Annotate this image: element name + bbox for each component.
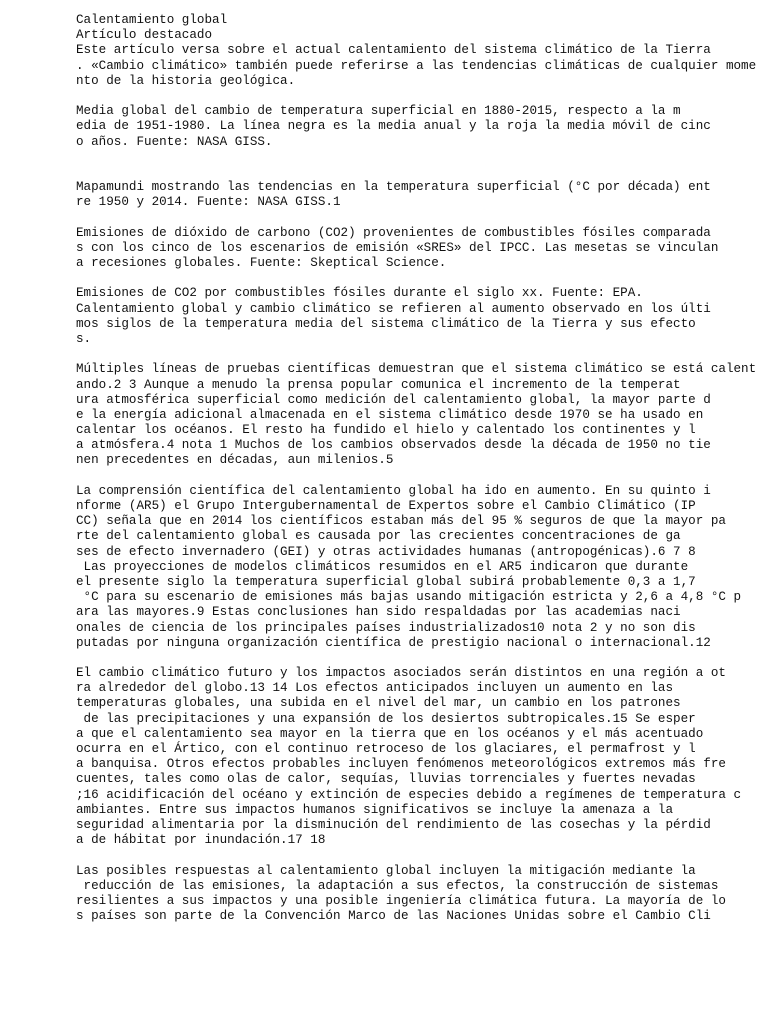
- text-line: ambiantes. Entre sus impactos humanos significativos se incluye la amenaza a la: [76, 802, 674, 817]
- text-line: a atmósfera.4 nota 1 Muchos de los cambios observados desde la década de 1950 no tie: [76, 438, 711, 453]
- text-line: Este artículo versa sobre el actual calentamiento del sistema climático de la Tierra: [76, 43, 711, 58]
- text-line: re 1950 y 2014. Fuente: NASA GISS.1: [76, 195, 341, 210]
- paragraph-gap: [76, 469, 766, 484]
- text-line: a que el calentamiento sea mayor en la tierra que en los océanos y el más acentuado: [76, 726, 704, 741]
- paragraph-gap: [76, 848, 766, 863]
- text-line: nen precedentes en décadas, aun milenios.5: [76, 453, 394, 468]
- text-line: Las proyecciones de modelos climáticos resumidos en el AR5 indicaron que durante: [76, 559, 689, 574]
- paragraph: [76, 864, 766, 925]
- text-line: Media global del cambio de temperatura superficial en 1880-2015, respecto a la m: [76, 104, 681, 119]
- paragraph: [76, 484, 766, 651]
- text-line: La comprensión científica del calentamiento global ha ido en aumento. En su quinto i: [76, 483, 711, 498]
- text-line: Múltiples líneas de pruebas científicas demuestran que el sistema climático se está calent: [76, 362, 757, 377]
- text-line: Calentamiento global y cambio climático se refieren al aumento observado en los últi: [76, 301, 711, 316]
- paragraph-gap: [76, 150, 766, 165]
- text-line: El cambio climático futuro y los impactos asociados serán distintos en una región a ot: [76, 666, 726, 681]
- paragraph: [76, 13, 766, 89]
- text-line: a recesiones globales. Fuente: Skeptical Science.: [76, 256, 447, 270]
- text-line: mos siglos de la temperatura media del sistema climático de la Tierra y sus efecto: [76, 316, 696, 331]
- text-line: temperaturas globales, una subida en el nivel del mar, un cambio en los patrones: [76, 696, 681, 711]
- text-line: °C para su escenario de emisiones más bajas usando mitigación estricta y 2,6 a 4,8 °C p: [76, 590, 742, 605]
- paragraph-gap: [76, 89, 766, 104]
- text-line: a banquisa. Otros efectos probables incluyen fenómenos meteorológicos extremos más fre: [76, 757, 726, 772]
- text-line: e la energía adicional almacenada en el sistema climático desde 1970 se ha usado en: [76, 407, 704, 422]
- text-line: nto de la historia geológica.: [76, 73, 296, 88]
- text-line: Emisiones de dióxido de carbono (CO2) provenientes de combustibles fósiles comparada: [76, 225, 711, 240]
- text-line: ra alrededor del globo.13 14 Los efectos anticipados incluyen un aumento en las: [76, 681, 674, 696]
- text-line: resilientes a sus impactos y una posible ingeniería climática futura. La mayoría de lo: [76, 893, 726, 908]
- text-line: . «Cambio climático» también puede referirse a las tendencias climáticas de cualquier mome: [76, 58, 757, 73]
- text-line: putadas por ninguna organización científica de prestigio nacional o internacional.12: [76, 635, 711, 650]
- text-line: ando.2 3 Aunque a menudo la prensa popular comunica el incremento de la temperat: [76, 377, 681, 392]
- text-line: s con los cinco de los escenarios de emisión «SRES» del IPCC. Las mesetas se vinculan: [76, 240, 719, 255]
- text-line: edia de 1951-1980. La línea negra es la media anual y la roja la media móvil de cinc: [76, 119, 711, 134]
- text-line: s.: [76, 331, 92, 346]
- text-line: cuentes, tales como olas de calor, sequías, lluvias torrenciales y fuertes nevadas: [76, 772, 696, 787]
- text-line: reducción de las emisiones, la adaptación a sus efectos, la construcción de sistemas: [76, 878, 719, 893]
- paragraph: [76, 286, 766, 347]
- paragraph-gap: [76, 271, 766, 286]
- text-line: nforme (AR5) el Grupo Intergubernamental de Expertos sobre el Cambio Climático (IP: [76, 499, 696, 513]
- text-line: ;16 acidificación del océano y extinción de especies debido a regímenes de temperatura c: [76, 787, 742, 802]
- text-line: o años. Fuente: NASA GISS.: [76, 134, 273, 149]
- text-line: s países son parte de la Convención Marco de las Naciones Unidas sobre el Cambio Cli: [76, 909, 711, 924]
- text-line: Mapamundi mostrando las tendencias en la temperatura superficial (°C por década) ent: [76, 180, 711, 195]
- text-line: ara las mayores.9 Estas conclusiones han sido respaldadas por las academias naci: [76, 605, 681, 620]
- text-line: calentar los océanos. El resto ha fundido el hielo y calentado los continentes y l: [76, 423, 696, 438]
- text-line: de las precipitaciones y una expansión de los desiertos subtropicales.15 Se esper: [76, 711, 696, 726]
- paragraph-gap: [76, 651, 766, 666]
- text-line: Las posibles respuestas al calentamiento global incluyen la mitigación mediante la: [76, 863, 696, 878]
- text-line: [76, 165, 766, 180]
- text-line: ura atmosférica superficial como medición del calentamiento global, la mayor parte d: [76, 392, 711, 407]
- text-line: Emisiones de CO2 por combustibles fósiles durante el siglo xx. Fuente: EPA.: [76, 286, 643, 301]
- text-line: Calentamiento global: [76, 13, 228, 27]
- text-line: ocurra en el Ártico, con el continuo retroceso de los glaciares, el permafrost y l: [76, 742, 696, 756]
- text-line: onales de ciencia de los principales países industrializados10 nota 2 y no son dis: [76, 620, 696, 635]
- paragraph: [76, 666, 766, 848]
- text-line: CC) señala que en 2014 los científicos estaban más del 95 % seguros de que la mayor pa: [76, 514, 726, 529]
- text-line: rte del calentamiento global es causada por las crecientes concentraciones de ga: [76, 529, 681, 544]
- paragraph: [76, 226, 766, 272]
- text-line: a de hábitat por inundación.17 18: [76, 833, 326, 848]
- text-line: Artículo destacado: [76, 28, 213, 43]
- paragraph-gap: [76, 347, 766, 362]
- paragraph-gap: [76, 210, 766, 225]
- paragraph: [76, 362, 766, 468]
- text-line: ses de efecto invernadero (GEI) y otras actividades humanas (antropogénicas).6 7 8: [76, 544, 696, 559]
- text-line: el presente siglo la temperatura superficial global subirá probablemente 0,3 a 1,7: [76, 574, 696, 589]
- text-line: seguridad alimentaria por la disminución del rendimiento de las cosechas y la pérdid: [76, 817, 711, 832]
- article-body: [76, 13, 766, 924]
- paragraph: [76, 165, 766, 211]
- paragraph: [76, 104, 766, 150]
